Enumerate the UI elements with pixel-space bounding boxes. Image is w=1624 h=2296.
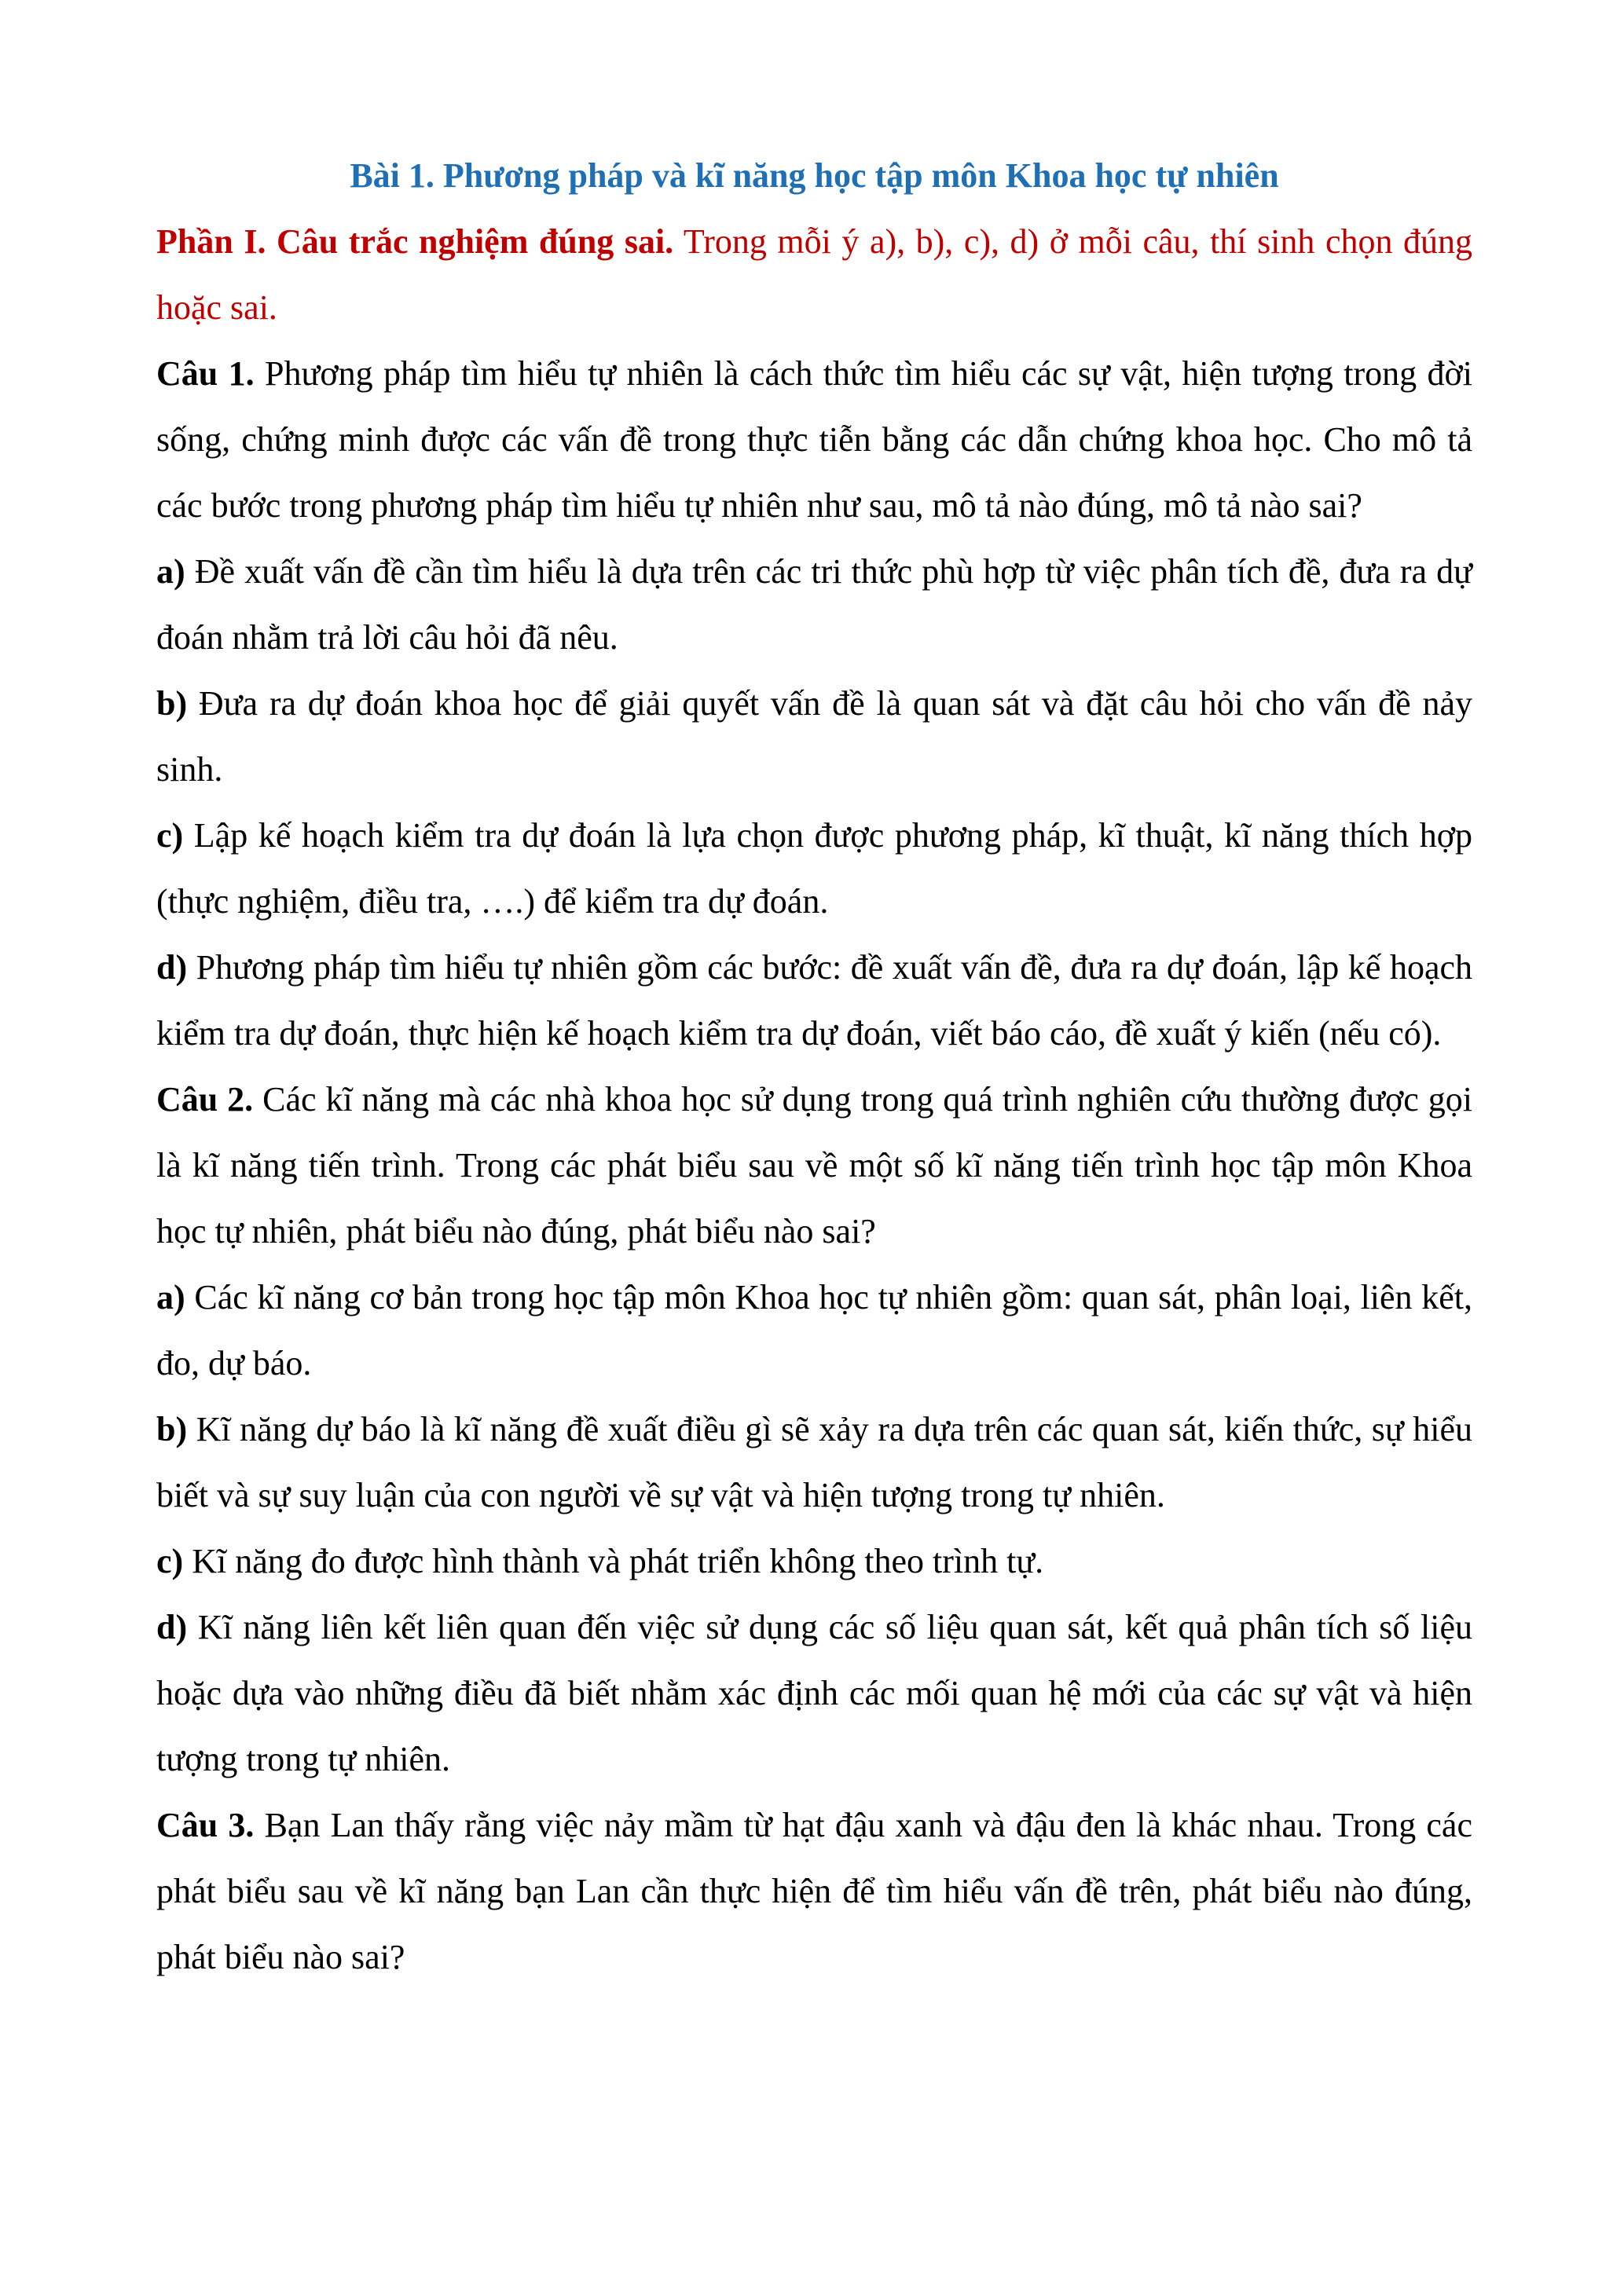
question-1-text: Phương pháp tìm hiểu tự nhiên là cách thức tìm hiểu các sự vật, hiện tượng trong đời sống, chứng minh được các vấn đề trong thực tiễn bằng các dẫn chứng khoa học. Cho mô tả các bước trong phương pháp tìm hiểu tự nhiên như sau, mô tả nào đúng, mô tả nào sai? [156,354,1473,525]
question-1-option-a [156,539,1472,671]
question-3-text: Bạn Lan thấy rằng việc nảy mầm từ hạt đậu xanh và đậu đen là khác nhau. Trong các phát biểu sau về kĩ năng bạn Lan cần thực hiện để tìm hiểu vấn đề trên, phát biểu nào đúng, phát biểu nào sai? [156,1806,1472,1976]
question-2-text: Các kĩ năng mà các nhà khoa học sử dụng trong quá trình nghiên cứu thường được gọi là kĩ năng tiến trình. Trong các phát biểu sau về một số kĩ năng tiến trình học tập môn Khoa học tự nhiên, phát biểu nào đúng, phát biểu nào sai? [156,1080,1472,1251]
option-text: Phương pháp tìm hiểu tự nhiên gồm các bước: đề xuất vấn đề, đưa ra dự đoán, lập kế hoạch kiểm tra dự đoán, thực hiện kế hoạch kiểm tra dự đoán, viết báo cáo, đề xuất ý kiến (nếu có). [156,948,1472,1053]
option-label: d) [156,948,188,987]
option-label: c) [156,1542,184,1580]
option-label: a) [156,552,185,591]
question-2-option-d [156,1595,1472,1792]
document-page [156,154,1472,1990]
section-instruction: Trong mỗi ý a), b), c), d) ở mỗi câu, thí sinh chọn đúng hoặc sai. [156,222,1472,327]
option-label: d) [156,1608,188,1646]
option-label: c) [156,816,184,855]
question-2-option-c [156,1529,1472,1595]
option-text: Kĩ năng liên kết liên quan đến việc sử dụng các số liệu quan sát, kết quả phân tích số liệu hoặc dựa vào những điều đã biết nhằm xác định các mối quan hệ mới của các sự vật và hiện tượng trong tự nhiên. [156,1608,1472,1778]
option-label: a) [156,1278,185,1316]
option-text: Các kĩ năng cơ bản trong học tập môn Khoa học tự nhiên gồm: quan sát, phân loại, liên kết, đo, dự báo. [156,1278,1472,1382]
option-text: Kĩ năng dự báo là kĩ năng đề xuất điều gì sẽ xảy ra dựa trên các quan sát, kiến thức, sự hiểu biết và sự suy luận của con người về sự vật và hiện tượng trong tự nhiên. [156,1410,1472,1514]
section-label: Phần I. Câu trắc nghiệm đúng sai. [156,222,674,261]
section-heading [156,209,1472,341]
option-text: Kĩ năng đo được hình thành và phát triển không theo trình tự. [183,1542,1044,1580]
option-text: Đề xuất vấn đề cần tìm hiểu là dựa trên các tri thức phù hợp từ việc phân tích đề, đưa ra dự đoán nhằm trả lời câu hỏi đã nêu. [156,552,1472,657]
question-3 [156,1792,1472,1990]
question-3-label: Câu 3. [156,1806,255,1844]
question-2-option-a [156,1265,1472,1397]
option-label: b) [156,684,188,723]
option-text: Lập kế hoạch kiểm tra dự đoán là lựa chọn được phương pháp, kĩ thuật, kĩ năng thích hợp (thực nghiệm, điều tra, ….) để kiểm tra dự đoán. [156,816,1472,921]
option-label: b) [156,1410,188,1448]
question-2-option-b [156,1397,1472,1529]
question-1-label: Câu 1. [156,354,255,393]
question-2 [156,1067,1472,1265]
option-text: Đưa ra dự đoán khoa học để giải quyết vấn đề là quan sát và đặt câu hỏi cho vấn đề nảy sinh. [156,684,1472,789]
question-1-option-c [156,803,1472,935]
question-1-option-d [156,935,1472,1067]
question-2-label: Câu 2. [156,1080,254,1119]
lesson-title: Bài 1. Phương pháp và kĩ năng học tập môn Khoa học tự nhiên [350,156,1279,195]
question-1 [156,341,1472,539]
question-1-option-b [156,671,1472,803]
